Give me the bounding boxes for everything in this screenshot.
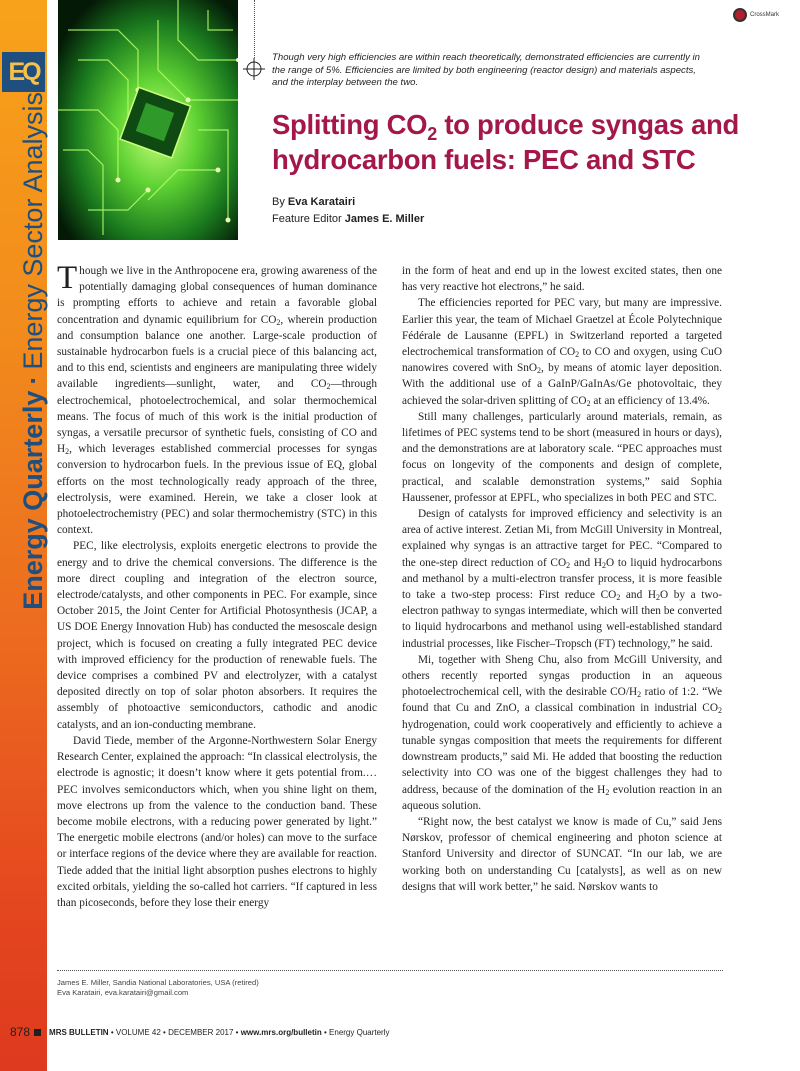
author-name: Eva Karatairi: [287, 196, 356, 208]
body-column-left: [57, 260, 377, 911]
affiliation-editor: James E. Miller, Sandia National Laboratories, USA (retired): [57, 978, 259, 987]
section-title-light: Energy Sector Analysis: [18, 92, 48, 370]
paragraph: Still many challenges, particularly around materials, remain, as lifetimes of PEC systems tend to be short (measured in hours or days), and the demonstrations are at laboratory scale. “PEC approaches must focus on longevity of the components and design of complete, practical, and scalable demonstration systems,” said Sophia Haussener, professor at EPFL, who specializes in both PEC and STC.: [402, 410, 722, 504]
footer-section: Energy Quarterly: [329, 1027, 390, 1037]
page-footer: 878 MRS BULLETIN • VOLUME 42 • DECEMBER 2017 • www.mrs.org/bulletin • Energy Quarterly: [10, 1025, 390, 1039]
section-title-separator: ·: [18, 375, 48, 385]
paragraph: Mi, together with Sheng Chu, also from McGill University, and others recently reported syngas production in an aqueous photoelectrochemical cell, with the desirable $CO/H_2$ ratio of 1:2. “We found that Cu and ZnO, a classical combination in industrial $CO_2$ hydrogenation, could work cooperatively and efficiently to achieve a tunable syngas composition that meets the requirements for different downstream products,” said Mi. He added that boosting the reduction selectivity into CO was one of the biggest challenges they had to address, because of the domination of the $H_2$ evolution reaction in an aqueous solution.: [402, 653, 722, 812]
paragraph: The efficiencies reported for PEC vary, but many are impressive. Earlier this year, the team of Michael Graetzel at École Polytechnique Fédérale de Lausanne (EPFL) in Switzerland reported a targeted electrochemical transformation of $CO_2$ to CO and oxygen, using CuO nanowires covered with SnO$_2$, by means of atomic layer deposition. With the additional use of a GaInP/GaInAs/Ge photovoltaic, they achieved the solar-driven splitting of $CO_2$ at an efficiency of 13.4%.: [402, 297, 722, 408]
drop-cap: T: [57, 260, 78, 296]
footnote-rule: [57, 970, 723, 971]
issue-date: DECEMBER 2017: [168, 1027, 234, 1037]
page-number: 878: [10, 1025, 31, 1039]
crossmark-label: CrossMark: [750, 12, 780, 18]
affiliation-author: Eva Karatairi, eva.karatairi@gmail.com: [57, 988, 189, 997]
paragraph: PEC, like electrolysis, exploits energetic electrons to provide the energy and to drive the chemical conversions. The difference is the more direct coupling and integration of the electron source, electrode/catalysts, and other components in PEC. For example, since October 2015, the Joint Center for Artificial Photosynthesis (JCAP, a US DOE Energy Innovation Hub) has conducted the mesoscale design project, which is focused on creating a fully integrated PEC device with improved efficiency for the production of renewable fuels. The device comprises a combined PV and electrolyzer, with a catalyst deposited directly on top of solar photon absorbers. It requires the assembly of photoactive semiconductors, cathodic and anodic catalysts, and an ion-conducting membrane.: [57, 540, 377, 731]
paragraph: in the form of heat and end up in the lowest excited states, then one has very reactive hot electrons,” he said.: [402, 265, 722, 294]
section-sidebar: [0, 0, 47, 1071]
body-column-right: [402, 263, 722, 895]
paragraph: David Tiede, member of the Argonne-Northwestern Solar Energy Research Center, explained the approach: “In classical electrolysis, the electrode is agnostic; it doesn’t know where it gets potential from.… PEC involves semiconductors which, when you shine light on them, move electrons up from the valence to the conduction band. These become mobile electrons, with a reducing power generated by light.” The energetic mobile electrons (and/or holes) can move to the surface or interface regions of the device where they are available for reaction. Tiede added that the initial light absorption pushes electrons to highly excited orbitals, yielding the so-called hot carriers. “If captured in less than picoseconds, before they lose their energy: [57, 734, 377, 909]
eq-logo: EQ: [2, 52, 45, 92]
editor-name: James E. Miller: [344, 213, 425, 225]
paragraph: Though we live in the Anthropocene era, growing awareness of the potentially damaging global consequences of human dominance is prompting efforts to achieve and retain a favorable global concentration and dynamic equilibrium for $CO_2$, wherein production and consumption balance one another. Large-scale production of sustainable hydrocarbon fuels is a crucial piece of this balancing act, and to this end, scientists and engineers are manipulating three widely available ingredients—sunlight, water, and $CO_2—through$ electrochemical, photoelectrochemical, and solar thermochemical means. The focus of much of this work is the initial production of syngas, a versatile precursor of synthetic fuels, consisting of CO and $H_2$, which leverages established commercial processes for syngas conversion to hydrocarbon fuels. In the previous issue of EQ, global efforts on the most technologically ready approach of the three, electrolysis, were examined. Herein, we take a closer look at photoelectrochemistry (PEC) and solar thermochemistry (STC) in this context.: [57, 260, 377, 537]
crossmark-badge[interactable]: [733, 8, 779, 22]
journal-url[interactable]: www.mrs.org/bulletin: [240, 1027, 322, 1037]
dotted-guide-line: [254, 0, 255, 58]
affiliations: [57, 978, 259, 998]
crossmark-icon: [733, 8, 747, 22]
byline: By Eva Karatairi Feature Editor James E. Miller: [272, 196, 425, 225]
volume: VOLUME 42: [115, 1027, 161, 1037]
section-title-bold: Energy Quarterly: [18, 390, 48, 610]
paragraph: Design of catalysts for improved efficiency and selectivity is an area of active interest. Zetian Mi, from McGill University in Montreal, explained why syngas is an attractive target for PEC. “Compared to the one-step direct reduction of $CO_2$ and $H_2O$ to liquid hydrocarbons and methanol by a multi-electron transfer process, it is more feasible to take a two-step process: First reduce $CO_2$ and $H_2O$ by a two-electron pathway to syngas intermediate, which will then be converted to liquid hydrocarbons and methanol using well-established standard industrial processes, like Fischer–Tropsch (FT) technology,” he said.: [402, 508, 722, 650]
paragraph: “Right now, the best catalyst we know is made of Cu,” said Jens Nørskov, professor of chemical engineering and photon science at Stanford University and director of SUNCAT. “In our lab, we are working both on understanding Cu [catalysts], as well as on new designs that will work better,” he said. Nørskov wants to: [402, 815, 722, 893]
footer-square-icon: [34, 1029, 41, 1036]
article-title: Splitting $CO_2$ to produce syngas and hydrocarbon fuels: PEC and STC: [272, 109, 740, 175]
crosshair-icon: [243, 58, 265, 80]
abstract: Though very high efficiencies are within reach theoretically, demonstrated efficiencies are currently in the range of 5%. Efficiencies are limited by both engineering (reactor design) and materials aspects, and the interplay between the two.: [272, 52, 701, 88]
circuit-board-image: [58, 0, 238, 240]
journal-name: MRS BULLETIN: [49, 1027, 109, 1037]
